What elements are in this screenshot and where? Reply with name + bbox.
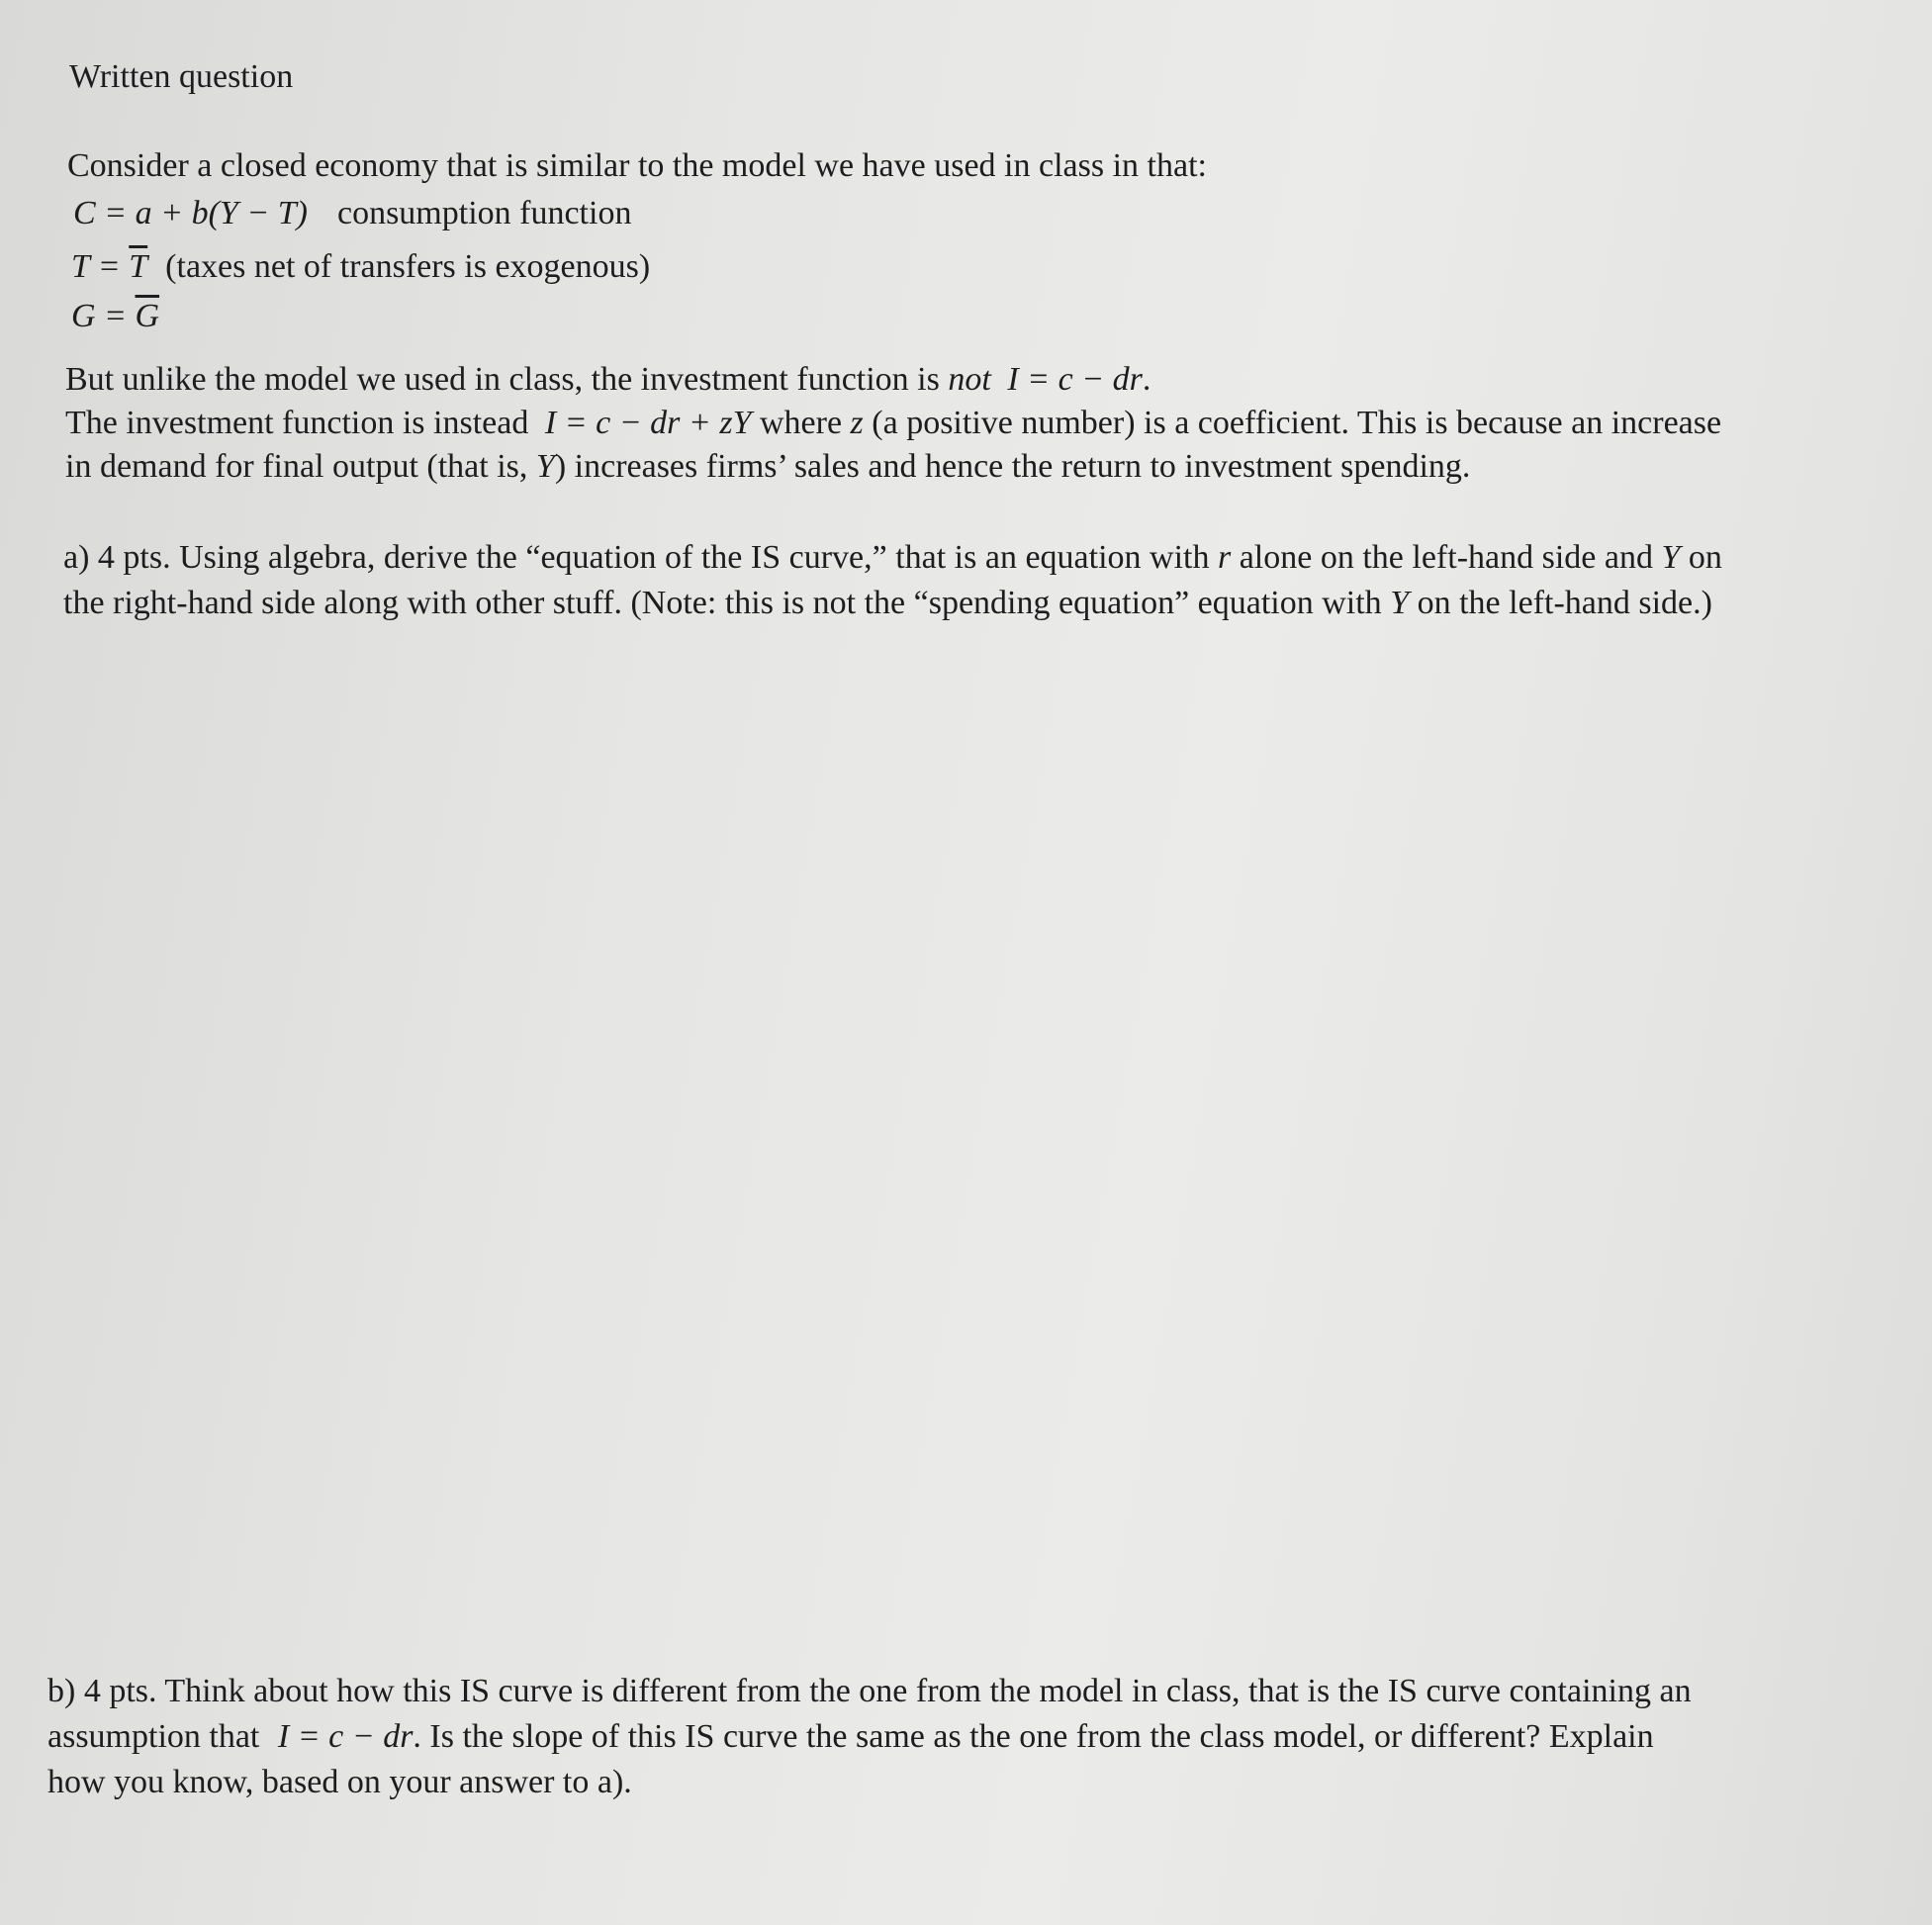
- taxes-lhs: T =: [71, 248, 121, 285]
- unlike-pre: But unlike the model we used in class, the investment function is: [65, 361, 940, 398]
- part-a-line2-pre: the right-hand side along with other stuff. (Note: this is not the “spending equation” equation with: [63, 585, 1382, 621]
- instead-math: I = c − dr + zY: [544, 405, 752, 441]
- instead-post1: (a positive number) is a coefficient. This is because an increase: [872, 405, 1722, 441]
- heading: Written question: [69, 58, 294, 95]
- unlike-math: I = c − dr: [1007, 361, 1143, 398]
- part-a-end: on: [1688, 539, 1722, 576]
- part-a-line-1: [63, 538, 1722, 578]
- consumption-label: consumption function: [336, 195, 632, 231]
- part-a-mid: alone on the left-hand side and: [1239, 539, 1653, 576]
- unlike-line: [65, 360, 1150, 400]
- consumption-math: C = a + b(Y − T): [73, 195, 308, 231]
- part-a-line-2: [63, 584, 1712, 623]
- instead-line2-post: ) increases firms’ sales and hence the return to investment spending.: [554, 448, 1471, 485]
- part-b-math: I = c − dr: [277, 1718, 414, 1755]
- instead-Y: Y: [535, 448, 555, 485]
- part-a-line2-end: on the left-hand side.): [1417, 585, 1712, 621]
- taxes-equation: [71, 247, 650, 287]
- part-b-line-3: how you know, based on your answer to a).: [47, 1764, 632, 1800]
- instead-line-2: [65, 447, 1470, 487]
- part-b-line-1: b) 4 pts. Think about how this IS curve is different from the one from the model in class, that is the IS curve containing an: [47, 1673, 1692, 1709]
- unlike-not: not: [948, 361, 991, 398]
- consumption-equation: [73, 194, 631, 233]
- part-a-pre: a) 4 pts. Using algebra, derive the “equation of the IS curve,” that is an equation with: [63, 539, 1210, 576]
- instead-line-1: [65, 404, 1721, 443]
- government-rhs: $\overline{G}$: [135, 298, 160, 334]
- instead-line2-pre: in demand for final output (that is,: [65, 448, 528, 485]
- part-b-line-2: [47, 1717, 1654, 1757]
- part-a-line2-Y: Y: [1390, 585, 1410, 621]
- part-b-line2-pre: assumption that: [47, 1718, 260, 1755]
- instead-z: z: [850, 405, 864, 441]
- unlike-end: .: [1142, 361, 1151, 398]
- government-lhs: G =: [71, 298, 127, 334]
- part-a-r: r: [1217, 539, 1232, 576]
- intro-text: Consider a closed economy that is similar to the model we have used in class in that:: [67, 147, 1207, 184]
- government-equation: [71, 297, 159, 336]
- part-b-line2-post: . Is the slope of this IS curve the same as the one from the class model, or different? Explain: [413, 1718, 1654, 1755]
- instead-pre: The investment function is instead: [65, 405, 529, 441]
- taxes-label: (taxes net of transfers is exogenous): [165, 248, 651, 285]
- taxes-rhs: $\overline{T}$: [129, 248, 148, 285]
- instead-where: where: [759, 405, 843, 441]
- part-a-Y: Y: [1661, 539, 1681, 576]
